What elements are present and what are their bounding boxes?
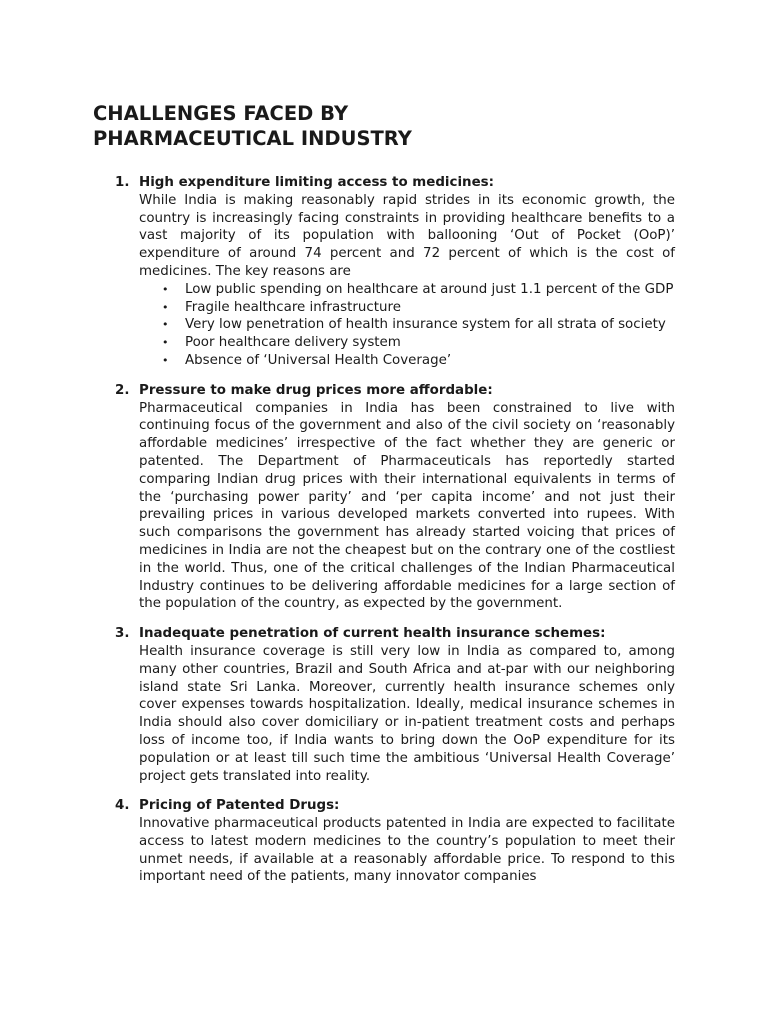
section-health-insurance [115, 625, 675, 785]
section-body: While India is making reasonably rapid strides in its economic growth, the country is increasingly facing constraints in providing healthcare benefits to a vast majority of its population with ballooning ‘Out of Pocket (OoP)’ expenditure of around 74 percent and 72 percent of which is the cost of medicines. The key reasons are [139, 192, 675, 279]
section-patented-drugs [115, 797, 675, 886]
list-item [162, 334, 675, 352]
page-title-line-1: CHALLENGES FACED BY [93, 102, 349, 125]
section-number: 2. [115, 382, 130, 398]
page-title [93, 101, 693, 151]
bullet-icon: • [162, 353, 169, 367]
list-item-text: Very low penetration of health insurance system for all strata of society [185, 317, 666, 333]
section-heading: Pricing of Patented Drugs: [139, 798, 340, 814]
section-heading: Inadequate penetration of current health insurance schemes: [139, 626, 606, 642]
bullet-icon: • [162, 318, 169, 332]
section-drug-prices [115, 382, 675, 613]
list-item-text: Absence of ‘Universal Health Coverage’ [185, 352, 452, 368]
list-item-text: Poor healthcare delivery system [185, 335, 401, 351]
key-reasons-list [139, 281, 675, 370]
section-heading: Pressure to make drug prices more affordable: [139, 382, 493, 398]
list-item [162, 316, 675, 334]
list-item-text: Fragile healthcare infrastructure [185, 299, 401, 315]
bullet-icon: • [162, 336, 169, 350]
section-body: Innovative pharmaceutical products patented in India are expected to facilitate access to latest modern medicines to the country’s population to meet their unmet needs, if available at a reasonably affordable price. To respond to this important need of the patients, many innovator companies [139, 816, 675, 885]
bullet-icon: • [162, 300, 169, 314]
list-item [162, 352, 675, 370]
section-number: 4. [115, 798, 130, 814]
section-number: 1. [115, 175, 130, 190]
page-title-line-2: PHARMACEUTICAL INDUSTRY [93, 127, 412, 150]
list-item-text: Low public spending on healthcare at around just 1.1 percent of the GDP [185, 281, 674, 297]
section-number: 3. [115, 626, 130, 642]
section-body: Health insurance coverage is still very low in India as compared to, among many other countries, Brazil and South Africa and at-par with our neighboring island state Sri Lanka. Moreover, currently health insurance schemes only cover expenses towards hospitalization. Ideally, medical insurance schemes in India should also cover domiciliary or in-patient treatment costs and perhaps loss of income too, if India wants to bring down the OoP expenditure for its population or at least till such time the ambitious ‘Universal Health Coverage’ project gets translated into reality. [139, 643, 675, 784]
section-high-expenditure [115, 174, 675, 370]
section-heading: High expenditure limiting access to medicines: [139, 175, 494, 190]
list-item [162, 281, 675, 299]
section-body: Pharmaceutical companies in India has been constrained to live with continuing focus of the government and also of the civil society on ‘reasonably affordable medicines’ irrespective of the fact whether they are generic or patented. The Department of Pharmaceuticals has reportedly started comparing Indian drug prices with their international equivalents in terms of the ‘purchasing power parity’ and ‘per capita income’ and not just their prevailing prices in various developed markets converted into rupees. With such comparisons the government has already started voicing that prices of medicines in India are not the cheapest but on the contrary one of the costliest in the world. Thus, one of the critical challenges of the Indian Pharmaceutical Industry continues to be delivering affordable medicines for a large section of the population of the country, as expected by the government. [139, 400, 675, 612]
challenges-list [115, 174, 675, 898]
bullet-icon: • [162, 282, 169, 296]
list-item [162, 299, 675, 317]
